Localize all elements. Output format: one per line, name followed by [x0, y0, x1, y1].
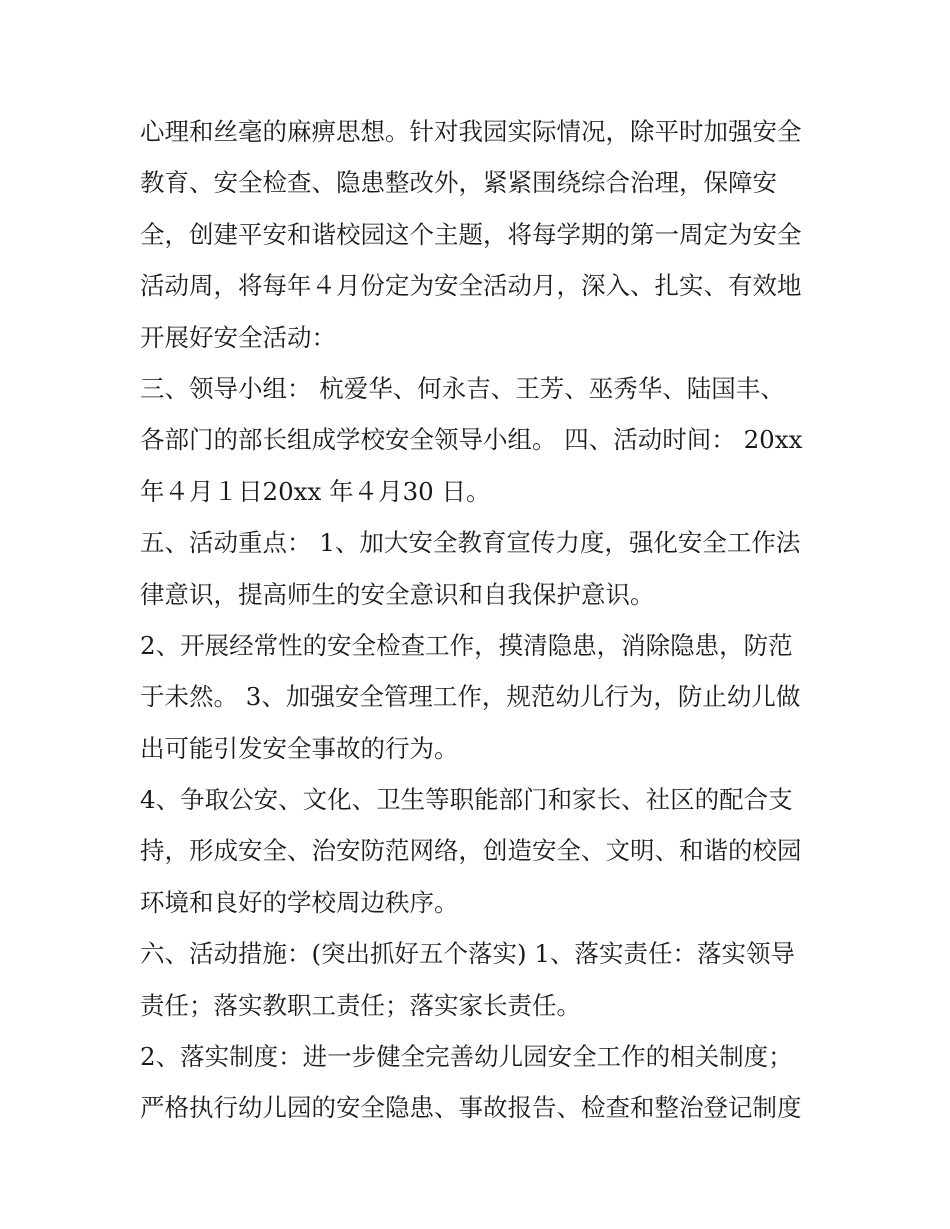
- text-line: 出可能引发安全事故的行为。: [140, 733, 459, 763]
- text-line: 4、争取公安、文化、卫生等职能部门和家长、社区的配合支: [140, 785, 793, 815]
- text-line: 年４月１日20xx 年４月30 日。: [140, 476, 491, 506]
- text-line: 开展好安全活动：: [140, 322, 336, 352]
- text-line: 环境和良好的学校周边秩序。: [140, 887, 459, 917]
- text-line: 于未然。 3、加强安全管理工作，规范幼儿行为，防止幼儿做: [140, 682, 801, 712]
- text-line: 三、领导小组： 杭爱华、何永吉、王芳、巫秀华、陆国丰、: [140, 373, 785, 403]
- text-line: 严格执行幼儿园的安全隐患、事故报告、检查和整治登记制度: [140, 1093, 802, 1123]
- text-line: 六、活动措施：(突出抓好五个落实) 1、落实责任：落实领导: [140, 939, 795, 969]
- text-line: 心理和丝毫的麻痹思想。针对我园实际情况，除平时加强安全: [140, 117, 802, 146]
- text-line: 教育、安全检查、隐患整改外，紧紧围绕综合治理，保障安: [140, 168, 777, 198]
- text-line: 2、开展经常性的安全检查工作，摸清隐患，消除隐患，防范: [140, 630, 793, 660]
- text-line: 活动周，将每年４月份定为安全活动月，深入、扎实、有效地: [140, 271, 802, 301]
- text-line: 律意识，提高师生的安全意识和自我保护意识。: [140, 579, 655, 609]
- text-line: 五、活动重点： 1、加大安全教育宣传力度，强化安全工作法: [140, 528, 801, 558]
- text-line: 责任；落实教职工责任；落实家长责任。: [140, 990, 581, 1020]
- text-line: 各部门的部长组成学校安全领导小组。 四、活动时间： 20xx: [140, 425, 803, 455]
- text-line: 全，创建平安和谐校园这个主题，将每学期的第一周定为安全: [140, 219, 802, 249]
- text-line: 持，形成安全、治安防范网络，创造安全、文明、和谐的校园: [140, 836, 802, 866]
- text-line: 2、落实制度：进一步健全完善幼儿园安全工作的相关制度；: [140, 1042, 793, 1072]
- document-body: [140, 106, 830, 1134]
